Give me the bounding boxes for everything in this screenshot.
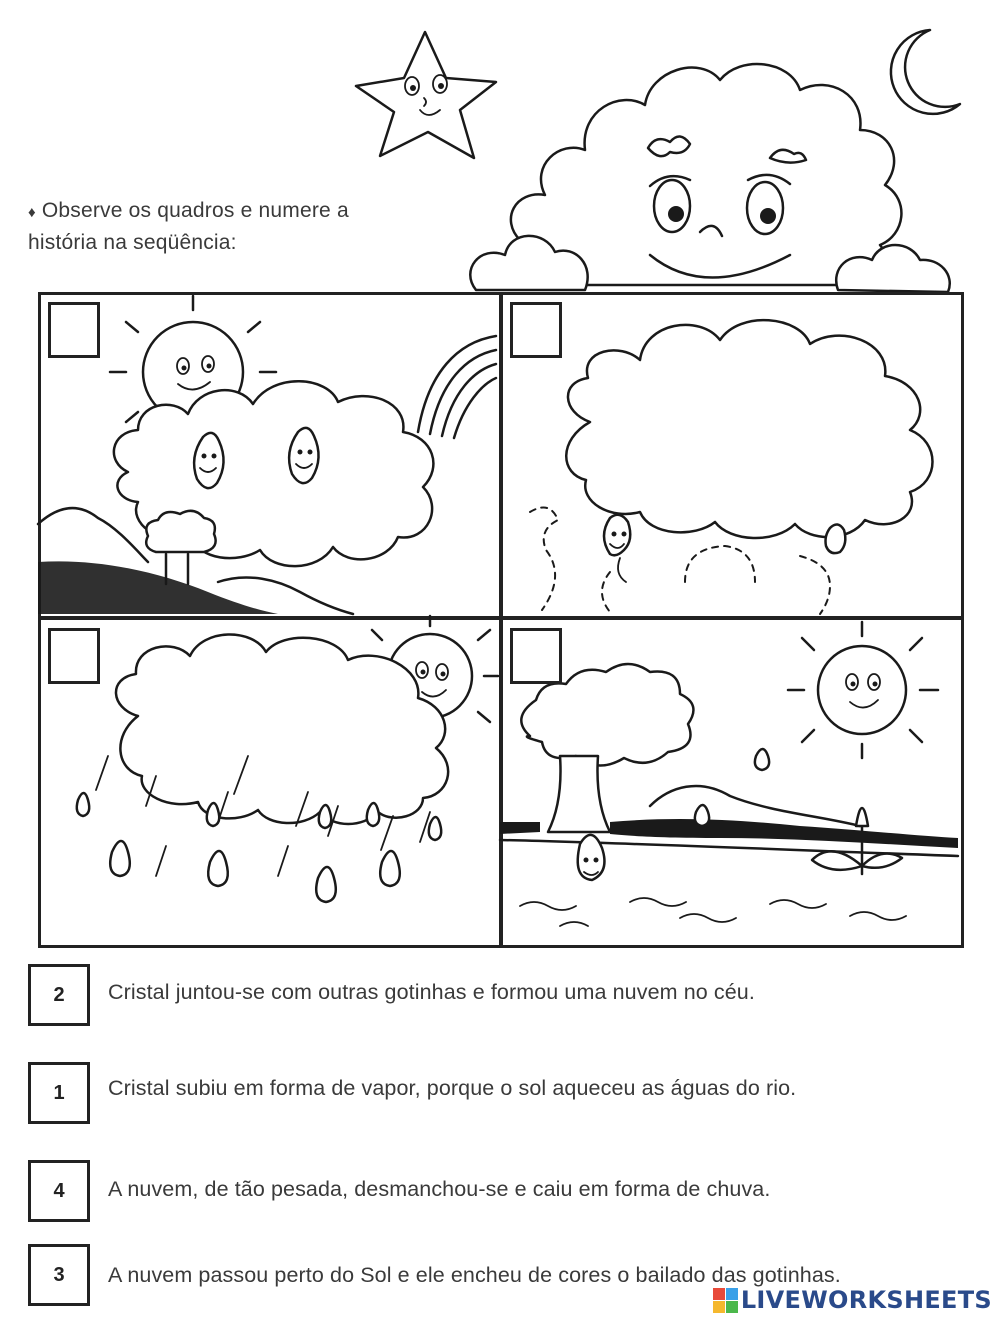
instruction-line-1: Observe os quadros e numere a: [41, 199, 349, 222]
sun-icon: [788, 622, 938, 758]
panel-number-box-4[interactable]: [510, 628, 562, 684]
panel-number-box-3[interactable]: [48, 628, 100, 684]
answer-number-2: 1: [53, 1081, 65, 1104]
panel-rainbow-cloud-illustration: [38, 292, 498, 616]
answer-number-3: 4: [53, 1179, 65, 1202]
liveworksheets-logo-icon: [713, 1288, 738, 1313]
answer-box-2[interactable]: [28, 1062, 90, 1124]
answer-text-4: A nuvem passou perto do Sol e ele encheu de cores o bailado das gotinhas.: [108, 1263, 841, 1287]
watermark-text: LIVEWORKSHEETS: [740, 1286, 992, 1314]
answer-text-3: A nuvem, de tão pesada, desmanchou-se e caiu em forma de chuva.: [108, 1177, 771, 1201]
panel-number-box-1[interactable]: [48, 302, 100, 358]
answer-number-4: 3: [53, 1263, 65, 1286]
answer-box-4[interactable]: [28, 1244, 90, 1306]
panel-vapor-cloud-illustration: [500, 292, 960, 616]
answer-text-1: Cristal juntou-se com outras gotinhas e formou uma nuvem no céu.: [108, 980, 755, 1004]
big-smiling-cloud-icon: [0, 0, 1000, 310]
instruction-line-2: história na seqüência:: [28, 231, 237, 254]
answer-text-2: Cristal subiu em forma de vapor, porque o sol aqueceu as águas do rio.: [108, 1076, 797, 1100]
instruction-text: [28, 196, 488, 258]
answer-box-3[interactable]: [28, 1160, 90, 1222]
answer-box-1[interactable]: [28, 964, 90, 1026]
rainbow-icon: [418, 336, 496, 438]
bullet-icon: ♦: [28, 204, 36, 221]
panel-river-sun-illustration: [500, 616, 960, 944]
liveworksheets-watermark: [713, 1286, 992, 1314]
panel-rain-cloud-illustration: [38, 616, 498, 944]
answer-number-1: 2: [53, 983, 65, 1006]
panel-number-box-2[interactable]: [510, 302, 562, 358]
